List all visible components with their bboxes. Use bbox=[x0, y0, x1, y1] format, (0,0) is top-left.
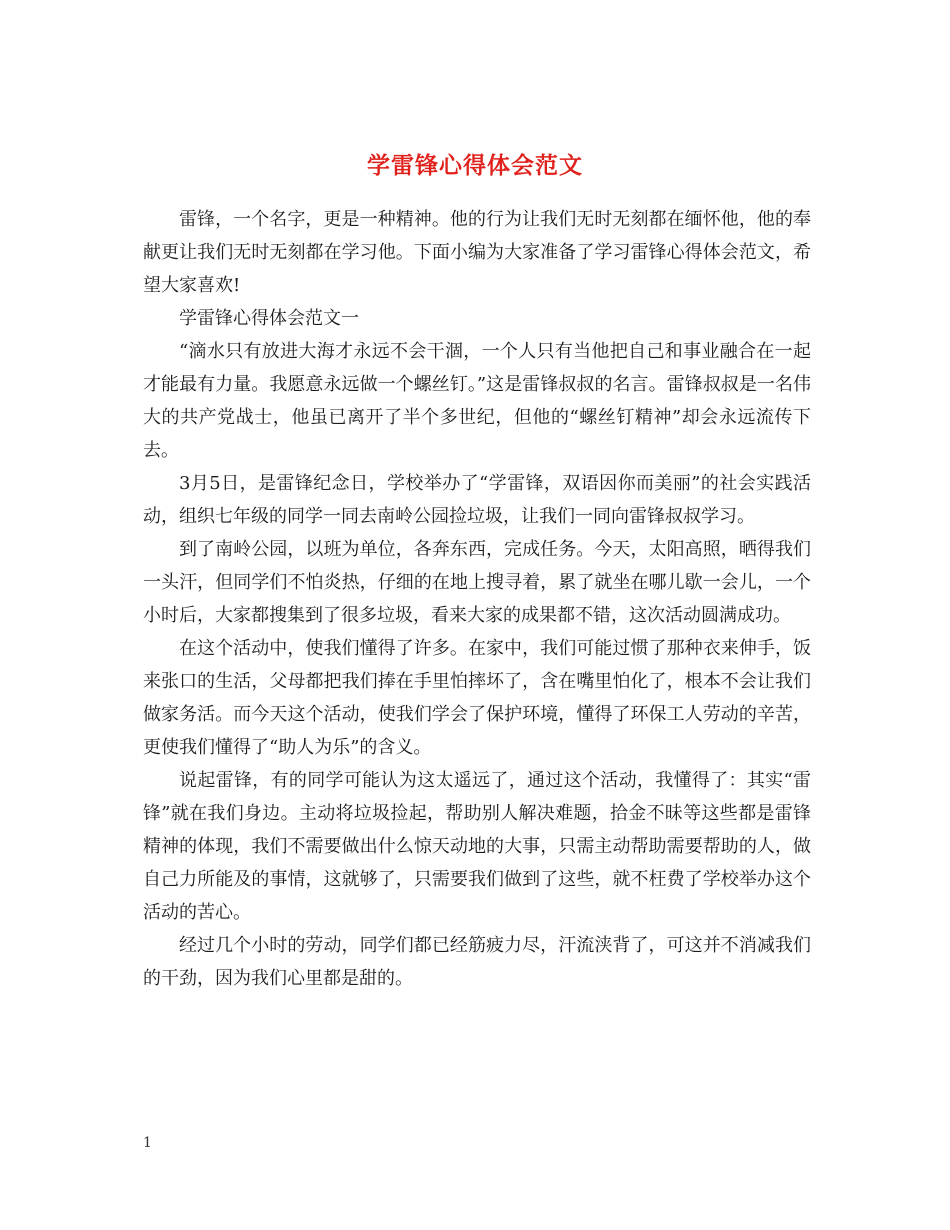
paragraph-leifeng: 说起雷锋，有的同学可能认为这太遥远了，通过这个活动，我懂得了：其实“雷锋”就在我们身边。主动将垃圾捡起，帮助别人解决难题，拾金不昧等这些都是雷锋精神的体现，我们不需要做出什么惊天动地的大事，只需主动帮助需要帮助的人，做自己力所能及的事情，这就够了，只需要我们做到了这些，就不枉费了学校举办这个活动的苦心。 bbox=[143, 770, 811, 923]
page-number: 1 bbox=[143, 1135, 152, 1151]
document-title: 学雷锋心得体会范文 bbox=[367, 152, 583, 180]
paragraph-activity: 3月5日，是雷锋纪念日，学校举办了“学雷锋，双语因你而美丽”的社会实践活动，组织七年级的同学一同去南岭公园捡垃圾，让我们一同向雷锋叔叔学习。 bbox=[143, 473, 811, 527]
paragraph-quote: “滴水只有放进大海才永远不会干涸，一个人只有当他把自己和事业融合在一起才能最有力量。我愿意永远做一个螺丝钉。”这是雷锋叔叔的名言。雷锋叔叔是一名伟大的共产党战士，他虽已离开了半个多世纪，但他的“螺丝钉精神”却会永远流传下去。 bbox=[143, 341, 811, 461]
section-heading: 学雷锋心得体会范文一 bbox=[179, 308, 359, 329]
paragraph-conclusion: 经过几个小时的劳动，同学们都已经筋疲力尽，汗流浃背了，可这并不消减我们的干劲，因为我们心里都是甜的。 bbox=[143, 935, 811, 989]
paragraph-intro: 雷锋，一个名字，更是一种精神。他的行为让我们无时无刻都在缅怀他，他的奉献更让我们无时无刻都在学习他。下面小编为大家准备了学习雷锋心得体会范文，希望大家喜欢! bbox=[143, 209, 811, 296]
document-body bbox=[143, 203, 811, 995]
paragraph-lesson: 在这个活动中，使我们懂得了许多。在家中，我们可能过惯了那种衣来伸手，饭来张口的生活，父母都把我们捧在手里怕摔坏了，含在嘴里怕化了，根本不会让我们做家务活。而今天这个活动，使我们学会了保护环境，懂得了环保工人劳动的辛苦，更使我们懂得了“助人为乐”的含义。 bbox=[143, 638, 811, 758]
paragraph-park: 到了南岭公园，以班为单位，各奔东西，完成任务。今天，太阳高照，晒得我们一头汗，但同学们不怕炎热，仔细的在地上搜寻着，累了就坐在哪儿歇一会儿，一个小时后，大家都搜集到了很多垃圾，看来大家的成果都不错，这次活动圆满成功。 bbox=[143, 539, 811, 626]
